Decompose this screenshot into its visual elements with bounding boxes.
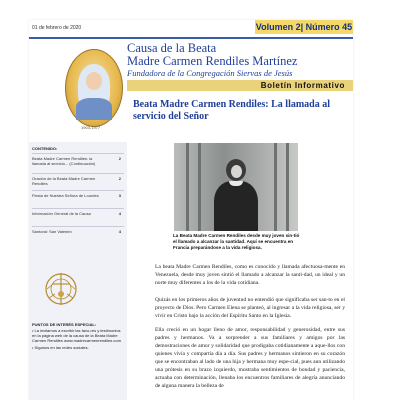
photo-figure-face	[231, 165, 242, 178]
point-item: • Síganos en las redes sociales.	[32, 345, 89, 350]
title-line-2: Madre Carmen Rendiles Martínez	[127, 54, 298, 68]
bulletin-bar	[127, 80, 353, 91]
photo-caption: La Beata Madre Carmen Rendiles desde muy joven sin-tió el llamado a alcanzar la santidad. Aquí se encuentra en Francia preparándose a la vida religiosa.	[173, 233, 300, 250]
photo-railing	[286, 143, 289, 231]
toc-item-text: Información General de la Causa	[32, 211, 91, 216]
toc-item[interactable]	[32, 208, 124, 222]
toc-item-page: 4	[118, 229, 121, 234]
toc-item[interactable]	[32, 190, 124, 204]
subtitle: Fundadora de la Congregación Siervas de Jesús	[127, 68, 293, 78]
newsletter-page	[29, 20, 353, 400]
congregation-emblem	[43, 270, 79, 308]
photo-figure-body	[214, 181, 258, 231]
special-points	[32, 322, 124, 352]
toc-item[interactable]	[32, 173, 124, 187]
toc-item-text: Fiesta de Nuestra Señora de Lourdes	[32, 193, 99, 198]
portrait-face	[86, 72, 102, 90]
portrait-years: 1903-1977	[81, 125, 101, 130]
toc-item-page: 4	[118, 211, 121, 216]
point-item: • La invitamos a escribir las favo-res y testimonios en la página web de la causa de la Beata Madre Carmen Rendiles www.madrecarmenrendiles.com	[32, 328, 121, 343]
photo-railing	[274, 143, 277, 231]
contents-label: CONTENIDO:	[32, 146, 58, 151]
article-headline: Beata Madre Carmen Rendiles: La llamada al servicio del Señor	[133, 99, 331, 122]
toc-item-text: Beata Madre Carmen Rendiles: la llamada al servicio... (Continuación)	[32, 156, 96, 166]
toc-item[interactable]	[32, 153, 124, 172]
toc-item-text: Oración de la Beata Madre Carmen Rendiles	[32, 176, 96, 186]
article-paragraph: Quizás en los primeros años de juventud no entendió que significaba ser san-to en el proyecto de Dios. Pero Carmen Elena se planteó, al ingresar a la vida religiosa, ser y vivir en Cristo bajo la acción del Espíritu Santo en la Iglesia.	[155, 297, 345, 319]
bulletin-label: Boletín Informativo	[260, 81, 345, 90]
photo-railing	[186, 143, 189, 231]
toc-item-page: 2	[118, 156, 121, 161]
toc-item[interactable]	[32, 226, 124, 237]
article-photo	[174, 143, 298, 231]
points-heading: PUNTOS DE INTERÉS ESPECIAL:	[32, 322, 97, 327]
header-divider	[29, 37, 353, 39]
volume-badge: Volumen 2| Número 45	[255, 22, 353, 32]
toc-item-page: 3	[118, 193, 121, 198]
portrait-habit	[76, 98, 112, 120]
article-paragraph: Ella creció en un hogar lleno de amor, responsabilidad y generosidad, entre sus padres y hermanos. Va a sorprender a sus familiares y amigos por las demostraciones de amor y solidaridad que prodigaba cotidianamente a aque-llos con quienes vivía y compartía día a día. Sus padres y hermanos sintieron en su corazón que se encontraban al lado de una hija y hermana muy espe-cial, pues aun utilizando una prótesis en su brazo izquierdo, mostraba sentimientos de bondad y paciencia, actuaba con determinación, llenaba los encuentros familiares de alegría anunciando de alguna manera la belleza de	[155, 327, 345, 389]
title-line-1: Causa de la Beata	[127, 41, 217, 55]
photo-railing	[198, 143, 201, 231]
toc-item-text: Santoral: San Valentín	[32, 229, 72, 234]
toc-item-page: 2	[118, 176, 121, 181]
issue-date: 01 de febrero de 2020	[32, 25, 82, 31]
portrait-medallion	[65, 49, 123, 127]
article-paragraph: La beata Madre Carmen Rendiles, como es conocido y llamada afectuosa-mente en Venezuela, desde muy joven sintió el llamado a alcanzar la santi-dad, un ideal y un norte muy diferentes a los de la vida cotidiana.	[155, 264, 345, 286]
